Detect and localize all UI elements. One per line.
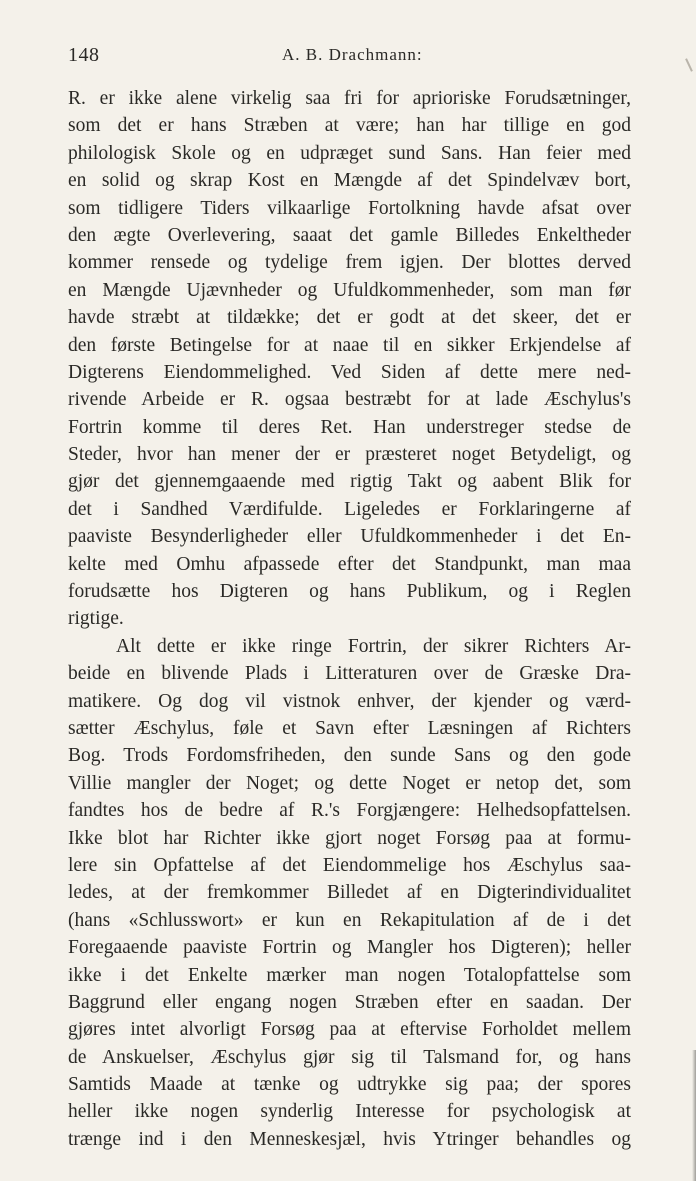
page-header <box>68 44 634 72</box>
text-line: rivende Arbeide er R. ogsaa bestræbt for at lade Æschylus's <box>68 389 631 411</box>
text-line: heller ikke nogen synderlig Interesse for psychologisk at <box>68 1101 631 1123</box>
text-line: Ikke blot har Richter ikke gjort noget Forsøg paa at formu- <box>68 827 631 849</box>
text-line: forudsætte hos Digteren og hans Publikum, og i Reglen <box>68 581 631 603</box>
text-line: philologisk Skole og en udpræget sund Sans. Han feier med <box>68 142 631 164</box>
text-line: Foregaaende paaviste Fortrin og Mangler hos Digteren); heller <box>68 937 631 959</box>
text-line: Steder, hvor han mener der er præsteret noget Betydeligt, og <box>68 444 631 466</box>
page-number: 148 <box>68 44 100 66</box>
text-line: det i Sandhed Værdifulde. Ligeledes er Forklaringerne af <box>68 498 631 520</box>
text-line: ikke i det Enkelte mærker man nogen Totalopfattelse som <box>68 964 631 986</box>
text-line: Fortrin komme til deres Ret. Han understreger stedse de <box>68 416 631 438</box>
text-line: Baggrund eller engang nogen Stræben efter en saadan. Der <box>68 991 631 1013</box>
text-line: paaviste Besynderligheder eller Ufuldkommenheder i det En- <box>68 526 631 548</box>
text-line: fandtes hos de bedre af R.'s Forgjængere: Helhedsopfattelsen. <box>68 800 631 822</box>
text-line: havde stræbt at tildække; det er godt at det skeer, det er <box>68 307 631 329</box>
text-line: en solid og skrap Kost en Mængde af det Spindelvæv bort, <box>68 170 631 192</box>
text-line: trænge ind i den Menneskesjæl, hvis Ytringer behandles og <box>68 1128 631 1150</box>
text-line: beide en blivende Plads i Litteraturen over de Græske Dra- <box>68 663 631 685</box>
text-line: matikere. Og dog vil vistnok enhver, der kjender og værd- <box>68 690 631 712</box>
text-line: den ægte Overlevering, saaat det gamle Billedes Enkeltheder <box>68 224 631 246</box>
text-line: en Mængde Ujævnheder og Ufuldkommenheder, som man før <box>68 279 631 301</box>
text-line: Digterens Eiendommelighed. Ved Siden af dette mere ned- <box>68 361 631 383</box>
text-line: de Anskuelser, Æschylus gjør sig til Talsmand for, og hans <box>68 1046 631 1068</box>
text-line: gjør det gjennemgaaende med rigtig Takt og aabent Blik for <box>68 471 631 493</box>
paragraph-end-line: rigtige. <box>68 608 124 630</box>
text-line: (hans «Schlusswort» er kun en Rekapitulation af de i det <box>68 909 631 931</box>
text-line: kelte med Omhu afpassede efter det Standpunkt, man maa <box>68 553 631 575</box>
paragraph-start-line: Alt dette er ikke ringe Fortrin, der sikrer Richters Ar- <box>116 635 631 657</box>
text-line: ledes, at der fremkommer Billedet af en Digterindividualitet <box>68 882 631 904</box>
text-line: R. er ikke alene virkelig saa fri for aprioriske Forudsætninger, <box>68 88 631 109</box>
text-line: kommer rensede og tydelige frem igjen. Der blottes derved <box>68 252 631 274</box>
page-edge-shadow <box>692 1050 696 1181</box>
text-line: som tidligere Tiders vilkaarlige Fortolkning havde afsat over <box>68 197 631 219</box>
text-line: Bog. Trods Fordomsfriheden, den sunde Sans og den gode <box>68 745 631 767</box>
text-line: gjøres intet alvorligt Forsøg paa at eftervise Forholdet mellem <box>68 1019 631 1041</box>
text-line: Samtids Maade at tænke og udtrykke sig paa; der spores <box>68 1074 631 1096</box>
text-line: Villie mangler der Noget; og dette Noget er netop det, som <box>68 772 631 794</box>
text-line: den første Betingelse for at naae til en sikker Erkjendelse af <box>68 334 631 356</box>
text-line: sætter Æschylus, føle et Savn efter Læsningen af Richters <box>68 717 631 739</box>
text-line: som det er hans Stræben at være; han har tillige en god <box>68 115 631 137</box>
running-head: A. B. Drachmann: <box>282 45 423 64</box>
body-text <box>68 85 631 1153</box>
page-edge-mark <box>685 58 693 72</box>
text-line: lere sin Opfattelse af det Eiendommelige hos Æschylus saa- <box>68 854 631 876</box>
